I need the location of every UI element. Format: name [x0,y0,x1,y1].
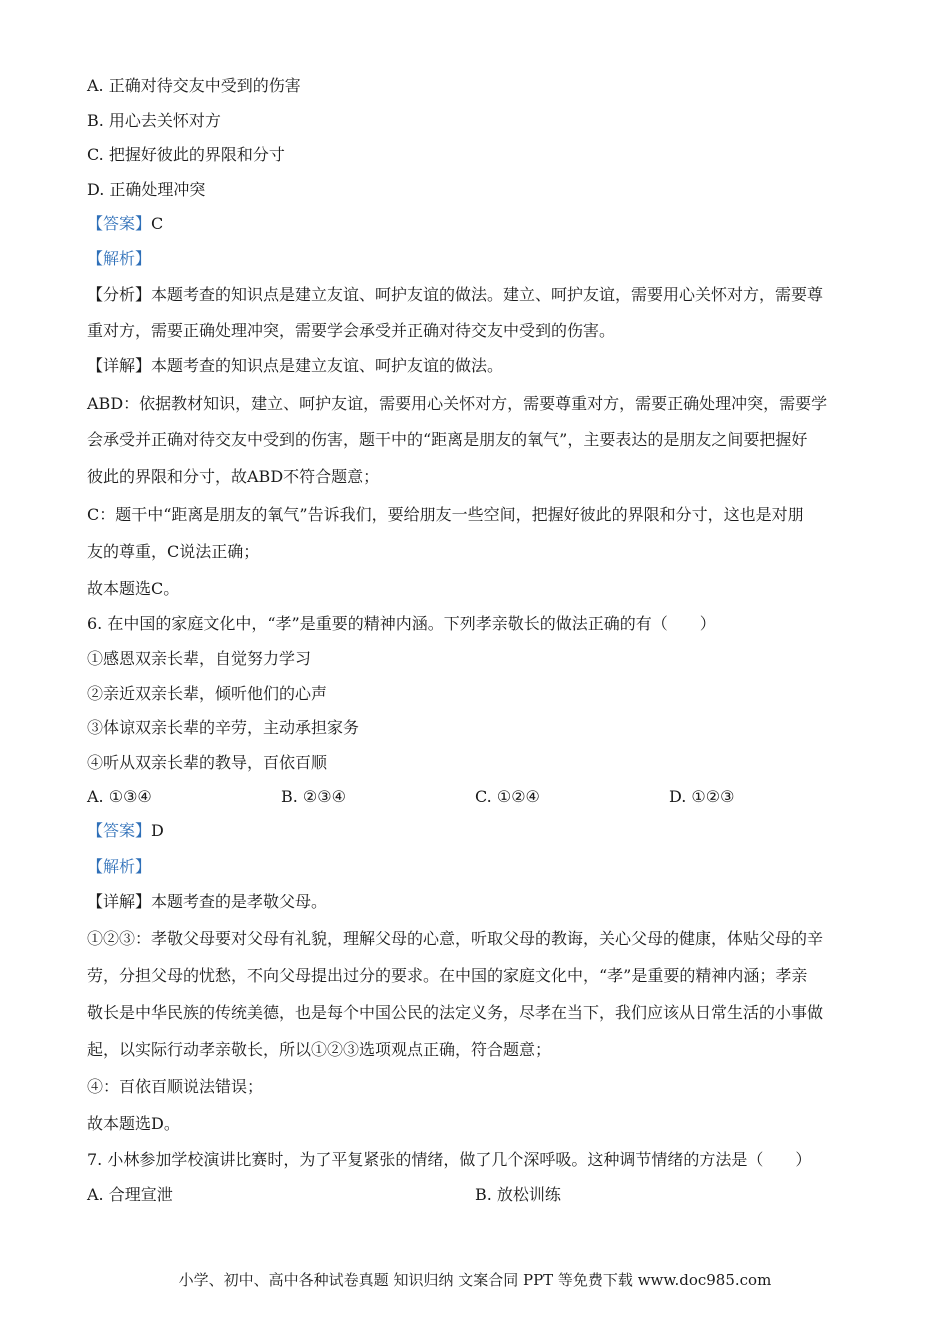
q6-options [87,787,877,807]
q6-stem: 6. 在中国的家庭文化中，“孝”是重要的精神内涵。下列孝亲敬长的做法正确的有（ ） [87,614,716,633]
q5-detail-line-3: 会承受并正确对待交友中受到的伤害，题干中的“距离是朋友的氧气”，主要表达的是朋友之间要把握好 [87,430,808,449]
q7-stem: 7. 小林参加学校演讲比赛时，为了平复紧张的情绪，做了几个深呼吸。这种调节情绪的方法是（ ） [87,1150,812,1169]
q7-option-b: B. 放松训练 [475,1185,561,1204]
q6-item-4: ④听从双亲长辈的教导，百依百顺 [87,753,328,772]
q6-detail-line-5: 起，以实际行动孝亲敬长，所以①②③选项观点正确，符合题意； [87,1040,552,1059]
q5-analysis-tag: 【解析】 [87,249,152,268]
q6-analysis-tag: 【解析】 [87,857,152,876]
q5-analysis-line-1 [87,285,877,305]
analysis-text: 本题考查的知识点是建立友谊、呵护友谊的做法。建立、呵护友谊，需要用心关怀对方，需要尊 [151,285,824,304]
q7-options [87,1185,877,1205]
answer-value: C [151,214,164,233]
detail-label: 【详解】 [87,892,152,911]
q5-detail-line-7: 故本题选C。 [87,579,180,598]
q6-detail-line-7: 故本题选D。 [87,1114,180,1133]
q5-option-b: B. 用心去关怀对方 [87,111,221,130]
q5-option-a: A. 正确对待交友中受到的伤害 [87,76,301,95]
detail-text: 本题考查的知识点是建立友谊、呵护友谊的做法。 [151,356,504,375]
page-footer: 小学、初中、高中各种试卷真题 知识归纳 文案合同 PPT 等免费下载 www.doc985.com [178,1271,772,1289]
q6-item-1: ①感恩双亲长辈，自觉努力学习 [87,649,312,668]
q6-option-c: C. ①②④ [475,787,540,806]
analysis-label: 【分析】 [87,285,152,304]
q6-option-d: D. ①②③ [669,787,735,806]
q5-detail-line-6: 友的尊重，C说法正确； [87,542,260,561]
q5-detail-line-5: C：题干中“距离是朋友的氧气”告诉我们，要给朋友一些空间，把握好彼此的界限和分寸，这也是对朋 [87,505,804,524]
q6-answer [87,821,877,841]
q5-analysis-line-2: 重对方，需要正确处理冲突，需要学会承受并正确对待交友中受到的伤害。 [87,321,616,340]
q5-detail-line-4: 彼此的界限和分寸，故ABD不符合题意； [87,467,380,486]
q6-option-b: B. ②③④ [281,787,346,806]
q6-option-a: A. ①③④ [87,787,152,806]
q5-detail-line-1 [87,356,877,376]
q5-detail-line-2: ABD：依据教材知识，建立、呵护友谊，需要用心关怀对方，需要尊重对方，需要正确处理冲突，需要学 [87,394,828,413]
q6-detail-line-6: ④：百依百顺说法错误； [87,1077,264,1096]
q6-detail-line-2: ①②③：孝敬父母要对父母有礼貌，理解父母的心意，听取父母的教诲，关心父母的健康，体贴父母的辛 [87,929,824,948]
detail-text: 本题考查的是孝敬父母。 [151,892,328,911]
q6-item-3: ③体谅双亲长辈的辛劳，主动承担家务 [87,718,360,737]
answer-tag: 【答案】 [87,214,152,233]
q6-detail-line-1 [87,892,877,912]
q7-option-a: A. 合理宣泄 [87,1185,173,1204]
q6-detail-line-3: 劳，分担父母的忧愁，不向父母提出过分的要求。在中国的家庭文化中，“孝”是重要的精神内涵；孝亲 [87,966,808,985]
q6-item-2: ②亲近双亲长辈，倾听他们的心声 [87,684,328,703]
q5-option-d: D. 正确处理冲突 [87,180,206,199]
q5-answer [87,214,877,234]
answer-value: D [151,821,164,840]
detail-label: 【详解】 [87,356,152,375]
q5-option-c: C. 把握好彼此的界限和分寸 [87,145,285,164]
answer-tag: 【答案】 [87,821,152,840]
q6-detail-line-4: 敬长是中华民族的传统美德，也是每个中国公民的法定义务，尽孝在当下，我们应该从日常生活的小事做 [87,1003,824,1022]
